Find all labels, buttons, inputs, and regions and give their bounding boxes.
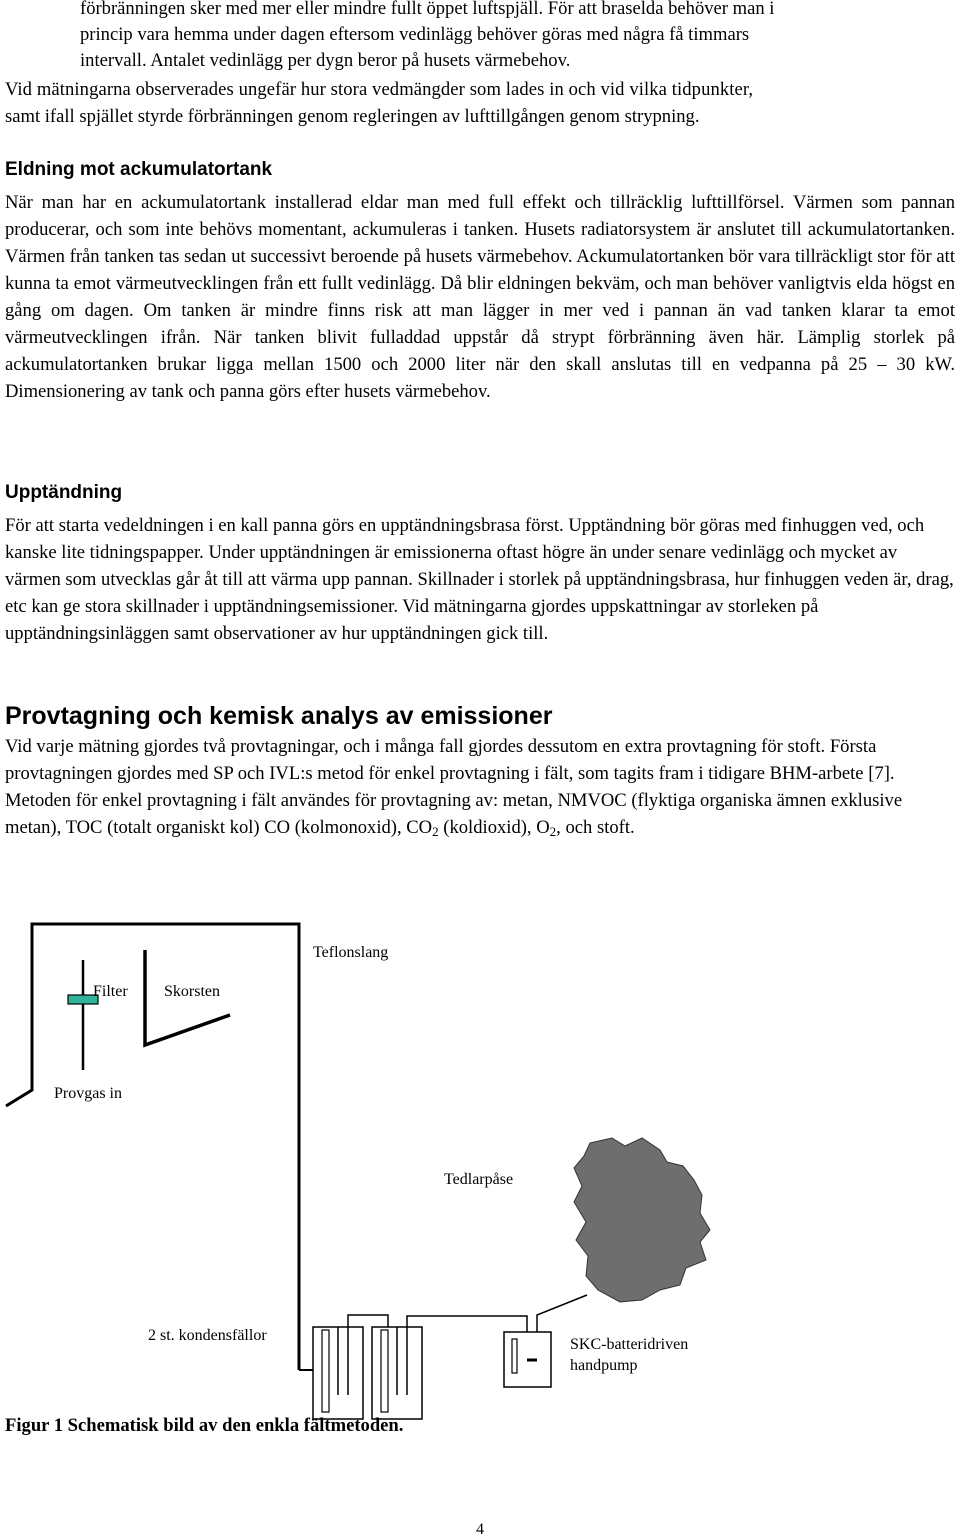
intro-line: Vid mätningarna observerades ungefär hur stora vedmängder som lades in och vid vilka tidpunkter, <box>5 79 754 100</box>
label-provgas-in: Provgas in <box>54 1085 122 1102</box>
label-skorsten: Skorsten <box>164 983 220 1000</box>
section-heading-upptandning: Upptändning <box>5 482 123 503</box>
label-pump-line1: SKC-batteridriven <box>570 1336 689 1353</box>
provtagning-text: Vid varje mätning gjordes två provtagningar, och i många fall gjordes dessutom en extra provtagning för stoft. Första provtagningen gjordes med SP och IVL:s metod för enkel provtagning i fält, som tagits fram i tidigare BHM-arbete [7]. Metoden för enkel provtagning i fält användes för provtagning av: metan, NMVOC (flyktiga organiska ämnen exklusive metan), TOC (totalt organiskt kol) CO (kolmonoxid), CO <box>5 736 903 838</box>
intro-line: intervall. Antalet vedinlägg per dygn beror på husets värmebehov. <box>80 50 571 71</box>
condenser-connector-tube <box>348 1315 388 1327</box>
page-number: 4 <box>476 1521 484 1538</box>
label-teflonslang: Teflonslang <box>313 944 389 961</box>
intro-line: samt ifall spjället styrde förbränningen genom regleringen av lufttillgången genom strypning. <box>5 106 700 127</box>
bag-inlet-tube <box>537 1295 587 1332</box>
subscript-co2: 2 <box>432 824 439 839</box>
label-filter: Filter <box>93 983 128 1000</box>
condenser-trap-1 <box>313 1327 363 1419</box>
intro-line: förbränningen sker med mer eller mindre fullt öppet luftspjäll. För att braselda behöver man i <box>80 0 775 19</box>
label-kondensfallor: 2 st. kondensfällor <box>148 1327 267 1344</box>
section-heading-ackumulatortank: Eldning mot ackumulatortank <box>5 159 273 180</box>
intro-line: princip vara hemma under dagen eftersom vedinlägg behöver göras med några få timmars <box>80 24 750 45</box>
label-pump-line2: handpump <box>570 1357 638 1374</box>
label-tedlarpase: Tedlarpåse <box>444 1171 514 1188</box>
tedlar-bag-icon <box>574 1138 710 1302</box>
paragraph-upptandning: För att starta vedeldningen i en kall panna görs en upptändningsbrasa först. Upptändning bör göras med finhuggen ved, och kanske lite tidningspapper. Under upptändningen är emissionerna oftast högre än under senare vedinlägg och mycket av värmen som utvecklas går åt till att värma upp pannan. Skillnader i storlek på upptändningsbrasa, hur finhuggen veden är, drag, etc kan ge stora skillnader i upptändningsemissioner. Vid mätningarna gjordes uppskattningar av storleken på upptändningsinläggen samt observationer av hur upptändningen gick till. <box>5 515 954 644</box>
teflon-tube <box>6 924 299 1370</box>
pump-inlet-tube <box>407 1316 527 1332</box>
provtagning-text-mid: (koldioxid), O <box>438 817 550 838</box>
subscript-o2: 2 <box>549 824 557 839</box>
handpump-icon <box>504 1332 551 1387</box>
section-heading-provtagning: Provtagning och kemisk analys av emissioner <box>5 702 553 730</box>
figure-caption: Figur 1 Schematisk bild av den enkla fältmetoden. <box>5 1415 404 1436</box>
paragraph-ackumulatortank: När man har en ackumulatortank installerad eldar man med full effekt och tillräcklig lufttillförsel. Värmen som pannan producerar, och som inte behövs momentant, ackumuleras i tanken. Husets radiatorsystem är anslutet till ackumulatortanken. Värmen från tanken tas sedan ut successivt beroende på husets värmebehov. Ackumulatortanken bör vara tillräckligt stor för att kunna ta emot värmeutvecklingen från ett fullt vedinlägg. Då blir eldningen bekväm, och man behöver vanligtvis elda högst en gång om dagen. Om tanken är mindre finns risk att man lägger in mer ved i pannan än vad tanken klarar ta emot värmeutvecklingen ifrån. När tanken blivit fulladdad uppstår då strypt förbränning även här. Lämplig storlek på ackumulatortanken brukar ligga mellan 1500 och 2000 liter när den skall anslutas till en vedpanna på 25 – 30 kW. Dimensionering av tank och panna görs efter husets värmebehov. <box>5 192 955 402</box>
condenser-trap-2 <box>372 1327 422 1419</box>
provtagning-text-end: , och stoft. <box>556 817 635 838</box>
paragraph-provtagning <box>5 733 955 841</box>
